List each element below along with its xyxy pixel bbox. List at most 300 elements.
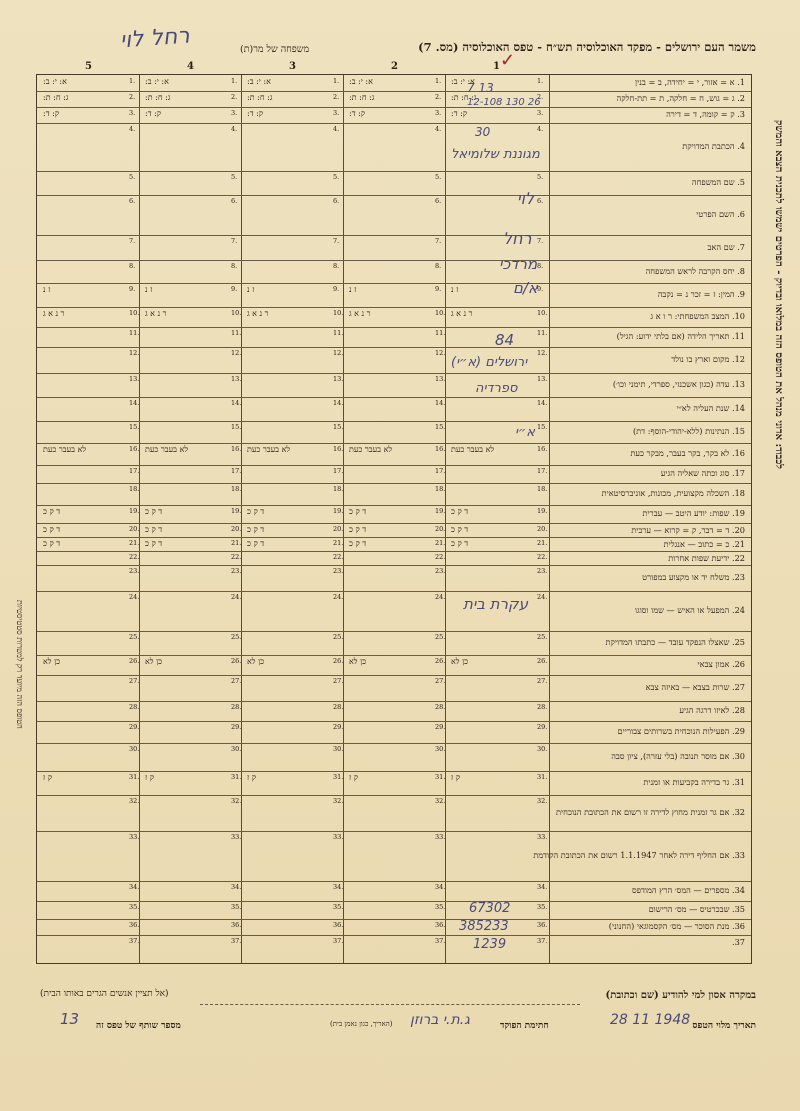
cell-row-number: 7. [129, 237, 136, 245]
cell-row-number: 10. [129, 309, 140, 317]
cell-row-number: 24. [333, 593, 344, 601]
row-label: 17. סוג וכתה שאליה הגיע [660, 468, 745, 478]
cell-row-number: 22. [129, 553, 140, 561]
cell-row-number: 3. [333, 109, 340, 117]
row-label: 36. מנת הסוכר — מס׳ הקסמוגאי (החנוני) [608, 921, 745, 931]
row-label: 27. שרות בצבא — באיזה צבא [645, 682, 745, 692]
row-divider [37, 171, 751, 172]
cell-row-number: 20. [435, 525, 446, 533]
cell-options[interactable]: ק ז [349, 773, 359, 782]
cell-options[interactable]: ק: ד: [349, 109, 366, 118]
cell-options[interactable]: ג: ח: ת: [349, 93, 375, 102]
cell-row-number: 18. [537, 485, 548, 493]
cell-options[interactable]: ד ק כ [451, 507, 469, 516]
row-divider [37, 483, 751, 484]
cell-row-number: 9. [435, 285, 442, 293]
row-divider [37, 881, 751, 882]
row-divider [37, 347, 751, 348]
cell-row-number: 7. [333, 237, 340, 245]
cell-row-number: 21. [231, 539, 242, 547]
cell-row-number: 22. [435, 553, 446, 561]
cell-row-number: 15. [333, 423, 344, 431]
cell-row-number: 12. [537, 349, 548, 357]
cell-row-number: 13. [435, 375, 446, 383]
cell-row-number: 15. [435, 423, 446, 431]
cell-row-number: 34. [231, 883, 242, 891]
cell-row-number: 37. [333, 937, 344, 945]
cell-row-number: 9. [129, 285, 136, 293]
cell-options[interactable]: ז נ [43, 285, 51, 294]
cell-options[interactable]: ד ק כ [451, 525, 469, 534]
cell-options[interactable]: כן לא [43, 657, 61, 666]
row-divider [37, 551, 751, 552]
cell-options[interactable]: ז נ [349, 285, 357, 294]
row-divider [37, 195, 751, 196]
cell-options[interactable]: ק: ד: [247, 109, 264, 118]
cell-row-number: 21. [537, 539, 548, 547]
cell-row-number: 14. [231, 399, 242, 407]
row-label: 18. השכלה מקצועית, מכונות, אוניברסיטאית [601, 488, 745, 498]
cell-options[interactable]: א: י: ב: [451, 77, 475, 86]
cell-row-number: 31. [435, 773, 446, 781]
shared-form-value: 13 [60, 1010, 80, 1028]
cell-row-number: 18. [231, 485, 242, 493]
cell-row-number: 6. [537, 197, 544, 205]
row-label: 31. גר בדירה בקביעות או זמנית [643, 777, 745, 787]
cell-options[interactable]: לא בעבר כעת [247, 445, 291, 454]
cell-row-number: 36. [231, 921, 242, 929]
row-divider [37, 901, 751, 902]
right-margin-note [764, 120, 794, 980]
cell-row-number: 5. [333, 173, 340, 181]
cell-row-number: 36. [537, 921, 548, 929]
cell-row-number: 35. [333, 903, 344, 911]
cell-row-number: 9. [537, 285, 544, 293]
cell-row-number: 20. [333, 525, 344, 533]
cell-row-number: 34. [537, 883, 548, 891]
cell-row-number: 36. [129, 921, 140, 929]
handwritten-area-unit: 7 13 [467, 81, 494, 95]
cell-row-number: 23. [333, 567, 344, 575]
cell-row-number: 21. [129, 539, 140, 547]
row-label: 26. אמון צבאי [697, 659, 745, 669]
cell-options[interactable]: ד ק כ [451, 539, 469, 548]
cell-row-number: 11. [435, 329, 446, 337]
row-divider [37, 631, 751, 632]
cell-options[interactable]: ק: ד: [43, 109, 60, 118]
cell-options[interactable]: כן לא [451, 657, 469, 666]
cell-row-number: 28. [435, 703, 446, 711]
cell-row-number: 4. [333, 125, 340, 133]
row-label: 20. ד = דבר, ק = קרוא — ערבית [631, 525, 745, 535]
row-divider [37, 505, 751, 506]
cell-options[interactable]: ד ק כ [145, 539, 163, 548]
cell-options[interactable]: ר נ א ג [349, 309, 371, 318]
cell-row-number: 6. [333, 197, 340, 205]
cell-row-number: 10. [435, 309, 446, 317]
cell-options[interactable]: ק ז [247, 773, 257, 782]
signature-value: ג.ת.י ברוזן [410, 1012, 470, 1028]
cell-row-number: 28. [537, 703, 548, 711]
cell-row-number: 27. [537, 677, 548, 685]
cell-row-number: 3. [435, 109, 442, 117]
cell-row-number: 15. [537, 423, 548, 431]
cell-row-number: 9. [333, 285, 340, 293]
cell-options[interactable]: כן לא [349, 657, 367, 666]
column-divider [445, 75, 446, 963]
row-label: 8. יחס הקרבה לראש המשפחה [645, 265, 745, 276]
form-title: משמר העם ירושלים - מפקד האוכלוסיה תש״ח - טפס האוכלוסיה (מס. 7) [418, 40, 756, 54]
cell-options[interactable]: ר נ א ג [43, 309, 65, 318]
cell-row-number: 20. [231, 525, 242, 533]
cell-row-number: 19. [333, 507, 344, 515]
cell-row-number: 17. [231, 467, 242, 475]
row-divider [37, 591, 751, 592]
cell-row-number: 26. [231, 657, 242, 665]
column-number: 1 [493, 61, 500, 72]
row-divider [37, 831, 751, 832]
cell-row-number: 16. [129, 445, 140, 453]
cell-row-number: 13. [333, 375, 344, 383]
cell-options[interactable]: ד ק כ [247, 539, 265, 548]
cell-row-number: 23. [435, 567, 446, 575]
row-label: 37. [731, 937, 745, 947]
handwritten-family-name: רחל לוי [119, 23, 191, 54]
cell-row-number: 25. [333, 633, 344, 641]
row-divider [37, 523, 751, 524]
cell-row-number: 28. [333, 703, 344, 711]
cell-options[interactable]: לא בעבר כעת [145, 445, 189, 454]
row-label: 33. אם החליף דירה לאחר 1.1.1947 רשום את הכתובת הקודמת [533, 850, 745, 860]
cell-row-number: 23. [129, 567, 140, 575]
cell-row-number: 25. [129, 633, 140, 641]
signature-label: חתימת הפוקד [500, 1021, 549, 1031]
cell-row-number: 33. [333, 833, 344, 841]
cell-row-number: 1. [129, 77, 136, 85]
cell-options[interactable]: ד ק כ [43, 507, 61, 516]
emergency-contact-label: במקרה אסון למי להודיע (שם וכתובת) [605, 990, 756, 1001]
row-label: 12. מקום וארץ בו נולד [671, 354, 745, 364]
cell-row-number: 18. [435, 485, 446, 493]
cell-options[interactable]: ר נ א ג [451, 309, 473, 318]
handwritten-birth: 84 [495, 331, 515, 349]
cell-row-number: 30. [231, 745, 242, 753]
cell-options[interactable]: כן לא [247, 657, 265, 666]
right-margin-text: לכבוד: אדוני מנהל את הטופס הזה במלואו ובדיוק - הפרטים ישמשו לתכנית הצבא והמשק [773, 120, 784, 469]
census-grid [36, 61, 752, 964]
cell-options[interactable]: ר נ א ג [145, 309, 167, 318]
cell-row-number: 20. [537, 525, 548, 533]
row-divider [37, 743, 751, 744]
cell-row-number: 19. [537, 507, 548, 515]
cell-options[interactable]: ק ז [145, 773, 155, 782]
cell-row-number: 24. [435, 593, 446, 601]
handwritten-birthplace: ירושלים (א״י) [451, 355, 528, 370]
handwritten-father-name: מרדכי [499, 255, 538, 273]
cell-row-number: 19. [231, 507, 242, 515]
cell-row-number: 27. [129, 677, 140, 685]
row-divider [37, 565, 751, 566]
row-divider [37, 537, 751, 538]
cell-row-number: 15. [231, 423, 242, 431]
column-number: 4 [187, 61, 194, 72]
cell-row-number: 4. [537, 125, 544, 133]
cell-row-number: 29. [537, 723, 548, 731]
cell-row-number: 16. [231, 445, 242, 453]
row-label: 30. אם מוסר תנובה (בלי עזרה), ציון סבה [611, 751, 745, 761]
handwritten-community: ספרדיה [475, 381, 518, 396]
cell-row-number: 22. [333, 553, 344, 561]
row-label: 7. שם האב [707, 241, 745, 252]
cell-row-number: 1. [231, 77, 238, 85]
cell-row-number: 24. [231, 593, 242, 601]
column-divider [139, 75, 140, 963]
cell-row-number: 35. [435, 903, 446, 911]
emergency-contact-line [200, 1004, 580, 1005]
row-label: 16. לא בקר, בקר בעבר, מבקר כעת [630, 448, 745, 458]
date-label: תאריך מלוי הטפס [692, 1021, 756, 1031]
row-divider [37, 421, 751, 422]
cell-options[interactable]: ד ק כ [349, 507, 367, 516]
cell-row-number: 17. [333, 467, 344, 475]
cell-row-number: 32. [129, 797, 140, 805]
cell-row-number: 37. [435, 937, 446, 945]
row-divider [37, 935, 751, 936]
cell-row-number: 8. [129, 262, 136, 270]
cell-row-number: 22. [231, 553, 242, 561]
cell-row-number: 19. [129, 507, 140, 515]
cell-options[interactable]: לא בעבר כעת [451, 445, 495, 454]
cell-row-number: 5. [231, 173, 238, 181]
row-label: 24. המפעל או האיש — שמו וסוגו [634, 605, 745, 615]
cell-row-number: 31. [129, 773, 140, 781]
cell-row-number: 34. [129, 883, 140, 891]
row-divider [37, 465, 751, 466]
cell-row-number: 10. [231, 309, 242, 317]
cell-row-number: 21. [435, 539, 446, 547]
row-label: 29. הפעילות הנוכחית בשרותים צבוריים [617, 726, 745, 736]
cell-row-number: 29. [129, 723, 140, 731]
cell-row-number: 3. [537, 109, 544, 117]
cell-row-number: 29. [333, 723, 344, 731]
cell-row-number: 7. [537, 237, 544, 245]
cell-options[interactable]: א: י: ב: [145, 77, 169, 86]
cell-row-number: 27. [435, 677, 446, 685]
cell-options[interactable]: ד ק כ [145, 507, 163, 516]
cell-options[interactable]: ק: ד: [145, 109, 162, 118]
row-divider [37, 123, 751, 124]
row-label: 3. ק = קומה, ד = דירה [666, 109, 745, 119]
cell-row-number: 21. [333, 539, 344, 547]
cell-row-number: 7. [231, 237, 238, 245]
handwritten-serial-number: 67302 [469, 901, 511, 916]
column-divider [549, 75, 550, 963]
cell-row-number: 11. [231, 329, 242, 337]
cell-row-number: 30. [537, 745, 548, 753]
row-label: 4. הכתבת המדויקת [682, 141, 745, 151]
row-label: 32. אם גר זמנית מחוץ לדירה זו רשום את הכתובת הנוכחית [556, 807, 745, 817]
cell-row-number: 10. [537, 309, 548, 317]
row-label: 23. משלח יד או מקצוע במפורט [642, 572, 745, 582]
cell-row-number: 13. [129, 375, 140, 383]
cell-row-number: 18. [333, 485, 344, 493]
cell-row-number: 2. [129, 93, 136, 101]
cell-row-number: 17. [435, 467, 446, 475]
cell-row-number: 9. [231, 285, 238, 293]
row-label: 11. תאריך הלידה (אם בלתי ידוע: הגיל) [616, 331, 745, 341]
handwritten-register-number: 385233 [459, 919, 509, 934]
cell-options[interactable]: ד ק כ [43, 525, 61, 534]
cell-row-number: 31. [333, 773, 344, 781]
row-divider [37, 283, 751, 284]
cell-options[interactable]: ד ק כ [247, 525, 265, 534]
cell-row-number: 37. [129, 937, 140, 945]
cell-row-number: 35. [231, 903, 242, 911]
row-divider [37, 307, 751, 308]
cell-row-number: 35. [129, 903, 140, 911]
cell-row-number: 12. [435, 349, 446, 357]
address-note: (האריך, כגון נאמן בית) [330, 1020, 393, 1028]
cell-options[interactable]: ז נ [247, 285, 255, 294]
cell-options[interactable]: ז נ [451, 285, 459, 294]
cell-row-number: 26. [129, 657, 140, 665]
cell-options[interactable]: ג: ח: ת: [43, 93, 69, 102]
cell-options[interactable]: ד ק כ [247, 507, 265, 516]
row-divider [37, 327, 751, 328]
cell-row-number: 2. [231, 93, 238, 101]
handwritten-relation: א/ם [513, 279, 539, 297]
cell-row-number: 2. [435, 93, 442, 101]
row-divider [37, 235, 751, 236]
cell-row-number: 8. [231, 262, 238, 270]
cell-row-number: 5. [129, 173, 136, 181]
handwritten-floor: 30 [475, 125, 491, 139]
cell-row-number: 37. [537, 937, 548, 945]
cell-row-number: 14. [435, 399, 446, 407]
row-label: 2. ג = גוש, ח = חלקה, ת = תת-חלקה [616, 93, 745, 103]
cell-row-number: 37. [231, 937, 242, 945]
checkmark-icon: ✓ [500, 50, 516, 71]
cell-options[interactable]: ג: ח: ת: [247, 93, 273, 102]
row-divider [37, 675, 751, 676]
cell-options[interactable]: א: י: ב: [247, 77, 271, 86]
cell-row-number: 25. [435, 633, 446, 641]
cell-row-number: 30. [129, 745, 140, 753]
cell-row-number: 19. [435, 507, 446, 515]
cell-row-number: 11. [129, 329, 140, 337]
cell-row-number: 31. [231, 773, 242, 781]
row-label: 5. שם המשפחה [691, 177, 745, 187]
cell-row-number: 26. [435, 657, 446, 665]
cell-row-number: 33. [537, 833, 548, 841]
handwritten-citizenship: א״י [515, 425, 535, 440]
cell-row-number: 24. [537, 593, 548, 601]
cell-options[interactable]: כן לא [145, 657, 163, 666]
cell-options[interactable]: ד ק כ [349, 525, 367, 534]
cell-options[interactable]: ד ק כ [349, 539, 367, 548]
column-number: 5 [85, 61, 92, 72]
row-label: 28. לאיזו דרגה הגיע [679, 705, 745, 715]
cell-row-number: 3. [129, 109, 136, 117]
cell-row-number: 32. [537, 797, 548, 805]
cell-options[interactable]: ג: ח: ת: [145, 93, 171, 102]
cell-row-number: 30. [333, 745, 344, 753]
cell-row-number: 10. [333, 309, 344, 317]
row-divider [37, 373, 751, 374]
row-label: 10. המצב המשפחתי: ר ו א ג [650, 311, 745, 321]
cell-options[interactable]: לא בעבר כעת [349, 445, 393, 454]
cell-row-number: 23. [231, 567, 242, 575]
cell-row-number: 30. [435, 745, 446, 753]
cell-row-number: 16. [333, 445, 344, 453]
cell-row-number: 17. [129, 467, 140, 475]
column-number: 3 [289, 61, 296, 72]
handwritten-block-parcel: 12-108 130 26 [467, 97, 541, 108]
cell-row-number: 20. [129, 525, 140, 533]
cell-row-number: 34. [333, 883, 344, 891]
cell-options[interactable]: א: י: ב: [349, 77, 373, 86]
cell-options[interactable]: ז נ [145, 285, 153, 294]
cell-row-number: 11. [537, 329, 548, 337]
row-label: 34. מספרים — המס׳ הרץ המודפס [632, 885, 745, 895]
cell-row-number: 4. [435, 125, 442, 133]
date-value: 28 11 1948 [610, 1012, 691, 1028]
cell-options[interactable]: ר נ א ג [247, 309, 269, 318]
cell-row-number: 15. [129, 423, 140, 431]
cell-row-number: 8. [435, 262, 442, 270]
cell-options[interactable]: ג: ח: ת: [451, 93, 477, 102]
cell-row-number: 24. [129, 593, 140, 601]
cell-row-number: 11. [333, 329, 344, 337]
cell-row-number: 32. [231, 797, 242, 805]
row-divider [37, 919, 751, 920]
cell-row-number: 7. [435, 237, 442, 245]
cell-row-number: 33. [129, 833, 140, 841]
cell-row-number: 32. [435, 797, 446, 805]
cell-options[interactable]: ק: ד: [451, 109, 468, 118]
cell-row-number: 12. [333, 349, 344, 357]
cell-options[interactable]: ק ז [451, 773, 461, 782]
column-number: 2 [391, 61, 398, 72]
cell-options[interactable]: ד ק כ [145, 525, 163, 534]
row-label: 25. שאצלו הנפקד עובד — כתבתו המדויקת [605, 637, 745, 647]
cell-row-number: 35. [537, 903, 548, 911]
row-divider [37, 655, 751, 656]
cell-row-number: 5. [537, 173, 544, 181]
row-divider [37, 397, 751, 398]
cell-options[interactable]: ק ז [43, 773, 53, 782]
left-margin-text: הטופס הזה מיועד רק למטרות סטטיסטיות [15, 600, 24, 729]
row-label: 21. כ = כתוב — אנגלית [663, 539, 745, 549]
cell-row-number: 29. [435, 723, 446, 731]
cell-row-number: 8. [537, 262, 544, 270]
cell-row-number: 16. [435, 445, 446, 453]
cell-options[interactable]: ד ק כ [43, 539, 61, 548]
cell-row-number: 2. [537, 93, 544, 101]
cell-row-number: 36. [333, 921, 344, 929]
handwritten-address: מגוננת שלומיאל [451, 147, 540, 162]
cell-row-number: 25. [231, 633, 242, 641]
cell-row-number: 23. [537, 567, 548, 575]
cell-row-number: 12. [231, 349, 242, 357]
cell-row-number: 34. [435, 883, 446, 891]
cell-options[interactable]: לא בעבר כעת [43, 445, 87, 454]
cell-row-number: 14. [333, 399, 344, 407]
emergency-contact-note: (אל תציין אנשים הגרים באותו הבית) [40, 989, 169, 999]
row-divider [37, 91, 751, 92]
cell-row-number: 31. [537, 773, 548, 781]
cell-options[interactable]: א: י: ב: [43, 77, 67, 86]
